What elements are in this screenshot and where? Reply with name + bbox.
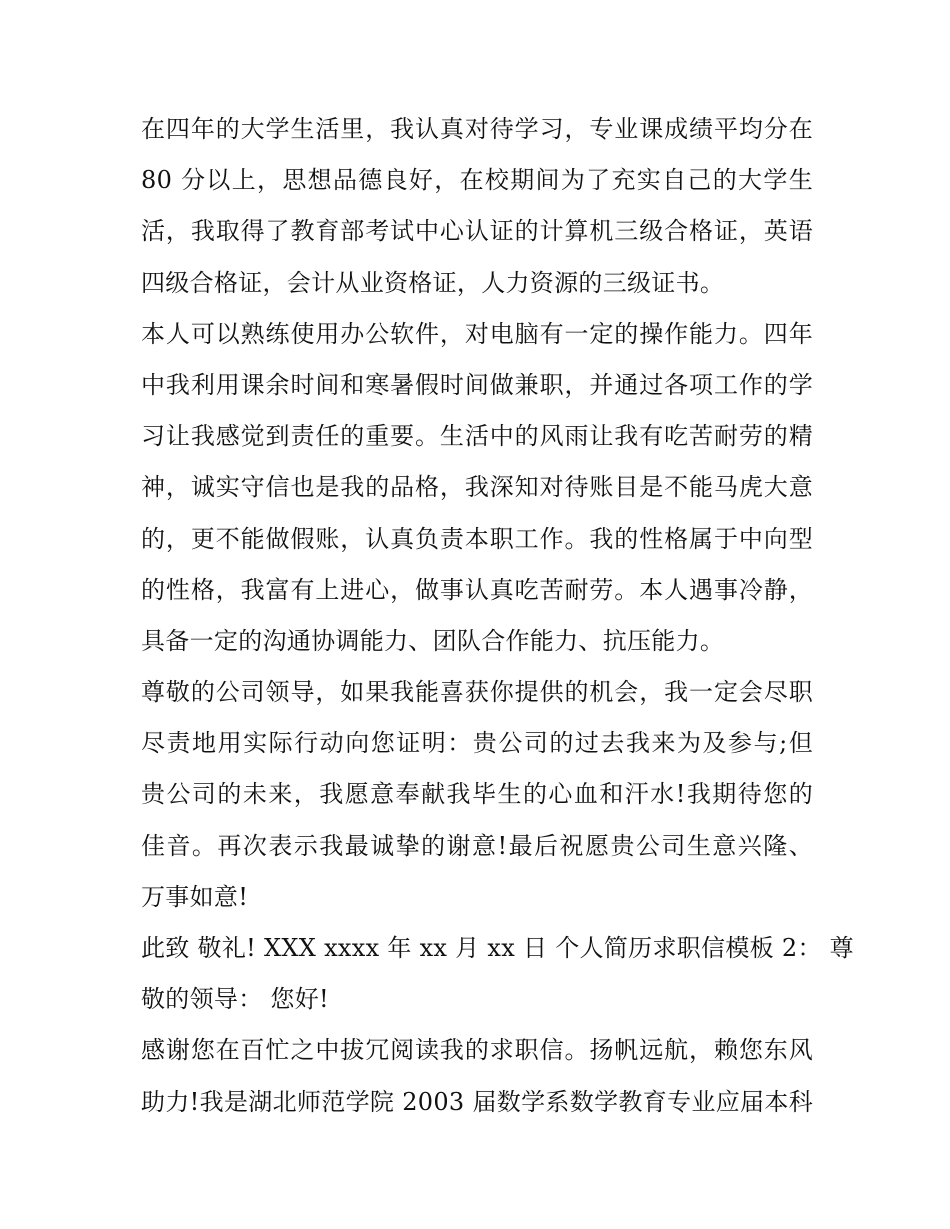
text-line: 尊敬的公司领导，如果我能喜获你提供的机会，我一定会尽职 [141, 678, 813, 707]
text-line: 本人可以熟练使用办公软件，对电脑有一定的操作能力。四年 [141, 319, 813, 348]
text-line: 的性格，我富有上进心，做事认真吃苦耐劳。本人遇事冷静， [141, 575, 813, 604]
text-line: 尽责地用实际行动向您证明：贵公司的过去我来为及参与;但 [141, 729, 813, 758]
text-line: 感谢您在百忙之中拔冗阅读我的求职信。扬帆远航，赖您东风 [141, 1036, 813, 1065]
text-line: 具备一定的沟通协调能力、团队合作能力、抗压能力。 [141, 626, 725, 655]
text-line: 神，诚实守信也是我的品格，我深知对待账目是不能马虎大意 [141, 473, 813, 502]
text-line: 习让我感觉到责任的重要。生活中的风雨让我有吃苦耐劳的精 [141, 422, 813, 451]
text-line: 敬的领导： 您好! [141, 985, 329, 1014]
text-line: 四级合格证，会计从业资格证，人力资源的三级证书。 [141, 268, 725, 297]
text-line: 万事如意! [141, 882, 249, 911]
text-line: 中我利用课余时间和寒暑假时间做兼职，并通过各项工作的学 [141, 370, 813, 399]
text-line: 的，更不能做假账，认真负责本职工作。我的性格属于中向型 [141, 524, 813, 553]
text-line: 此致 敬礼! XXX xxxx 年 xx 月 xx 日 个人简历求职信模板 2： 尊 [141, 934, 854, 962]
text-line: 80 分以上，思想品德良好，在校期间为了充实自己的大学生 [141, 166, 813, 195]
text-line: 贵公司的未来，我愿意奉献我毕生的心血和汗水!我期待您的 [141, 780, 813, 809]
text-line: 活，我取得了教育部考试中心认证的计算机三级合格证，英语 [141, 217, 813, 246]
text-line: 助力!我是湖北师范学院 2003 届数学系数学教育专业应届本科 [141, 1087, 813, 1116]
text-line: 在四年的大学生活里，我认真对待学习，专业课成绩平均分在 [141, 115, 813, 143]
document-body [141, 104, 854, 1128]
text-line: 佳音。再次表示我最诚挚的谢意!最后祝愿贵公司生意兴隆、 [141, 831, 813, 860]
